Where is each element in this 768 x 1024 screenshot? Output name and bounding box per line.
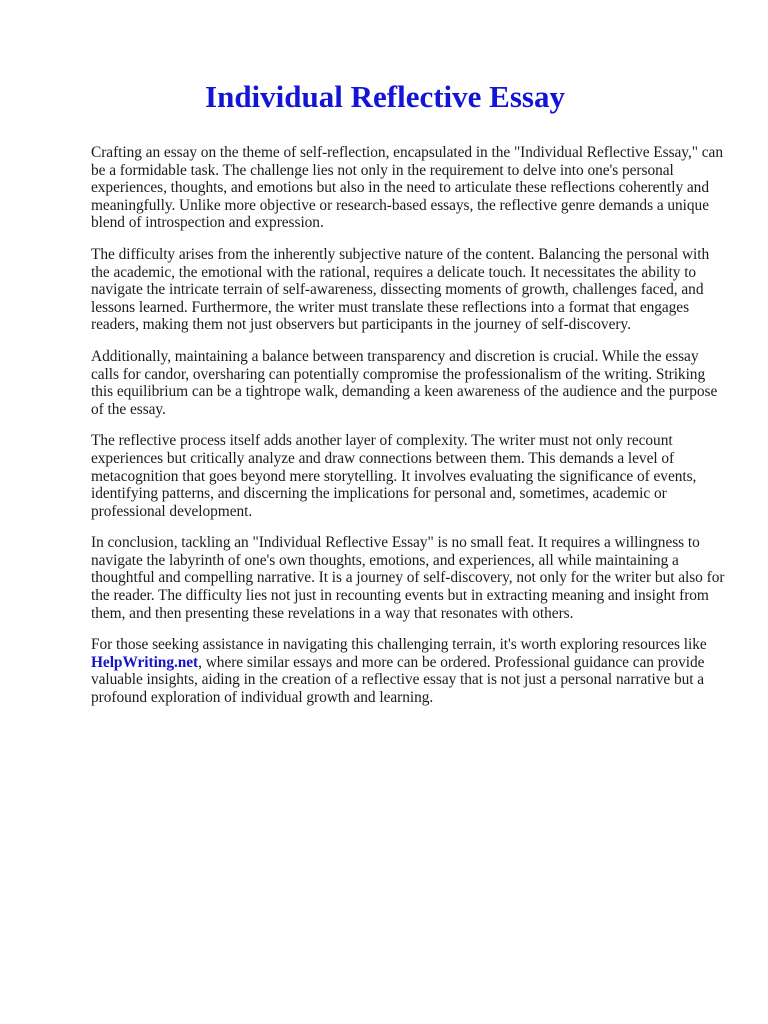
paragraph-conclusion: In conclusion, tackling an "Individual Reflective Essay" is no small feat. It requires a willingness to navigate the labyrinth of one's own thoughts, emotions, and experiences, all while maintaining a thoughtful and compelling narrative. It is a journey of self-discovery, not only for the writer but also for the reader. The difficulty lies not just in recounting events but in extracting meaning and insight from them, and then presenting these revelations in a way that resonates with others. [91, 534, 725, 622]
page-title: Individual Reflective Essay [205, 79, 565, 114]
paragraph-reflective-process: The reflective process itself adds another layer of complexity. The writer must not only recount experiences but critically analyze and draw connections between them. This demands a level of metacognition that goes beyond mere storytelling. It involves evaluating the significance of events, identifying patterns, and discerning the implications for personal and, sometimes, academic or professional development. [91, 432, 697, 520]
paragraph-resources [91, 636, 727, 706]
paragraph-balance: Additionally, maintaining a balance between transparency and discretion is crucial. While the essay calls for candor, oversharing can potentially compromise the professionalism of the writing. Striking this equilibrium can be a tightrope walk, demanding a keen awareness of the audience and the purpose of the essay. [91, 347, 718, 418]
essay-body [91, 144, 727, 721]
paragraph-intro: Crafting an essay on the theme of self-reflection, encapsulated in the "Individual Reflective Essay," can be a formidable task. The challenge lies not only in the requirement to delve into one's personal experiences, thoughts, and emotions but also in the need to articulate these reflections coherently and meaningfully. Unlike more objective or research-based essays, the reflective genre demands a unique blend of introspection and expression. [91, 144, 723, 232]
resources-text-before-link: For those seeking assistance in navigating this challenging terrain, it's worth exploring resources like [91, 636, 707, 654]
resources-text-after-link: , where similar essays and more can be ordered. Professional guidance can provide valuable insights, aiding in the creation of a reflective essay that is not just a personal narrative but a profound exploration of individual growth and learning. [91, 653, 705, 707]
paragraph-difficulty: The difficulty arises from the inherently subjective nature of the content. Balancing the personal with the academic, the emotional with the rational, requires a delicate touch. It necessitates the ability to navigate the intricate terrain of self-awareness, dissecting moments of growth, challenges faced, and lessons learned. Furthermore, the writer must translate these reflections into a format that engages readers, making them not just observers but participants in the journey of self-discovery. [91, 245, 710, 334]
helpwriting-link[interactable]: HelpWriting.net [91, 653, 199, 671]
